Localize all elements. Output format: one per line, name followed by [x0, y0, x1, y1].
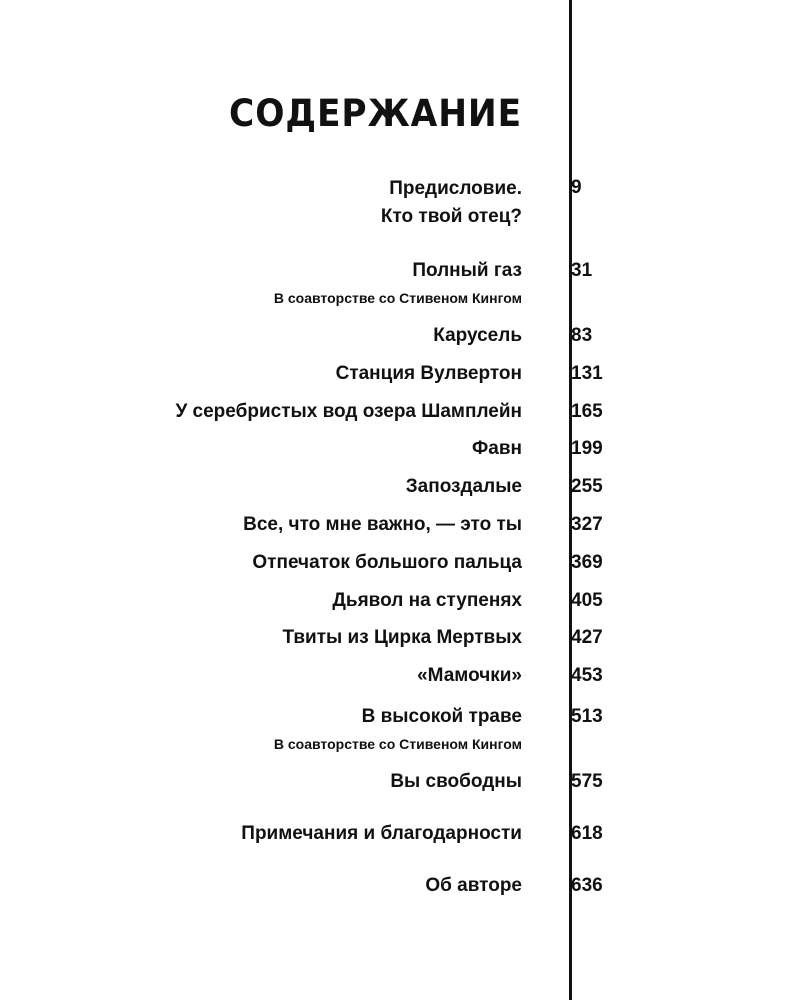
toc-entry-title: Об авторе [425, 875, 522, 896]
toc-entry-page: 199 [571, 438, 603, 459]
page-title: СОДЕРЖАНИЕ [228, 92, 522, 135]
toc-entry-page: 255 [571, 476, 603, 497]
toc-entry-page: 427 [571, 627, 603, 648]
toc-entry-title: У серебристых вод озера Шамплейн [175, 401, 522, 422]
toc-entry-page: 618 [571, 823, 603, 844]
toc-entry-page: 9 [571, 177, 582, 198]
toc-entry-title: В высокой траве [361, 706, 522, 727]
toc-entry-title: Запоздалые [405, 476, 522, 497]
toc-entry-title: Фавн [472, 438, 522, 459]
toc-entry-title: Дьявол на ступенях [332, 590, 522, 611]
toc-entry-title: Все, что мне важно, — это ты [243, 514, 522, 535]
toc-entry-page: 83 [571, 325, 593, 346]
toc-entry-title: Полный газ [412, 260, 522, 281]
toc-entry-page: 575 [571, 771, 603, 792]
toc-entry-title [381, 175, 522, 231]
toc-entry-title: Станция Вулвертон [335, 363, 522, 384]
toc-entry-page: 31 [571, 260, 593, 281]
toc-entry-title-line2: Кто твой отец? [380, 206, 522, 227]
toc-entry-subtitle: В соавторстве со Стивеном Кингом [273, 290, 522, 306]
toc-entry-subtitle: В соавторстве со Стивеном Кингом [273, 736, 522, 752]
toc-entry-title: Карусель [433, 325, 522, 346]
toc-entry-title: Отпечаток большого пальца [252, 552, 522, 573]
toc-entry-page: 405 [571, 590, 603, 611]
toc-entry-title: Твиты из Цирка Мертвых [282, 627, 522, 648]
toc-entry-page: 513 [571, 706, 603, 727]
toc-entry-page: 327 [571, 514, 603, 535]
toc-entry-page: 453 [571, 665, 603, 686]
toc-entry-title-line1: Предисловие. [389, 178, 522, 199]
toc-entry-page: 636 [571, 875, 603, 896]
toc-entry-title: «Мамочки» [417, 665, 522, 686]
toc-entry-page: 369 [571, 552, 603, 573]
toc-entry-title: Вы свободны [390, 771, 522, 792]
toc-entry-page: 131 [571, 363, 603, 384]
toc-entry-title: Примечания и благодарности [241, 823, 522, 844]
vertical-rule [569, 0, 572, 1000]
toc-entry-page: 165 [571, 401, 603, 422]
